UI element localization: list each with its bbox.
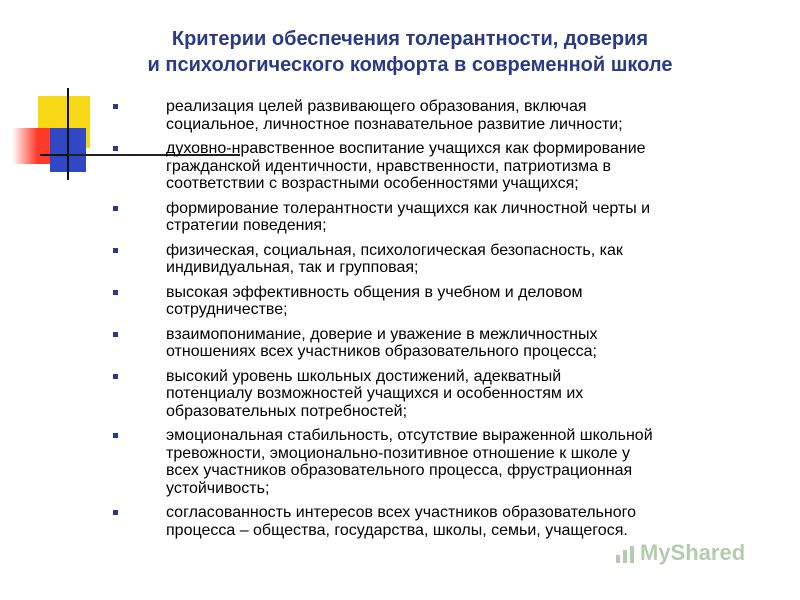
list-item-text: формирование толерантности учащихся как личностной черты и стратегии поведения;: [166, 199, 651, 234]
list-item: [108, 200, 788, 235]
bullet-icon: [113, 206, 118, 211]
list-item-text: эмоциональная стабильность, отсутствие выраженной школьной тревожности, эмоционально-позитивное отношение к школе у всех участников образовательного процесса, фрустрационная устойчивость;: [166, 427, 653, 497]
list-item: [108, 326, 788, 361]
title-line-1: Критерии обеспечения толерантности, доверия: [171, 28, 649, 50]
bullet-icon: [113, 146, 118, 151]
list-item-text: взаимопонимание, доверие и уважение в межличностных отношениях всех участников образовательного процесса;: [166, 325, 598, 360]
vertical-line: [67, 88, 69, 180]
list-item: [108, 98, 788, 133]
watermark-text: MyShared: [640, 540, 746, 565]
bullet-icon: [113, 332, 118, 337]
list-item: [108, 427, 788, 497]
list-item: [108, 140, 788, 193]
list-item-text: духовно-нравственное воспитание учащихся как формирование гражданской идентичности, нравственности, патриотизма в соответствии с возрастными особенностями учащихся;: [166, 140, 646, 192]
list-item-text: физическая, социальная, психологическая безопасность, как индивидуальная, так и групповая;: [166, 241, 623, 276]
list-item-text: высокий уровень школьных достижений, адекватный потенциалу возможностей учащихся и особенностям их образовательных потребностей;: [166, 367, 584, 420]
list-item: [108, 368, 788, 421]
title-line-2: и психологического комфорта в современной школе: [147, 54, 673, 76]
watermark: [614, 540, 745, 572]
criteria-list: [108, 98, 788, 546]
chart-icon: [614, 543, 636, 565]
bullet-icon: [113, 433, 118, 438]
list-item: [108, 242, 788, 277]
list-item-text: согласованность интересов всех участников образовательного процесса – общества, государства, школы, семьи, учащегося.: [166, 504, 636, 539]
list-item-text: высокая эффективность общения в учебном и деловом сотрудничестве;: [166, 283, 583, 318]
list-item-text: реализация целей развивающего образования, включая социальное, личностное познавательное развитие личности;: [166, 98, 623, 133]
list-item: [108, 284, 788, 319]
list-item: [108, 504, 788, 539]
bullet-icon: [113, 290, 118, 295]
bullet-icon: [113, 248, 118, 253]
bullet-icon: [113, 510, 118, 515]
bullet-icon: [113, 104, 118, 109]
bullet-icon: [113, 374, 118, 379]
slide-title: [110, 26, 710, 78]
